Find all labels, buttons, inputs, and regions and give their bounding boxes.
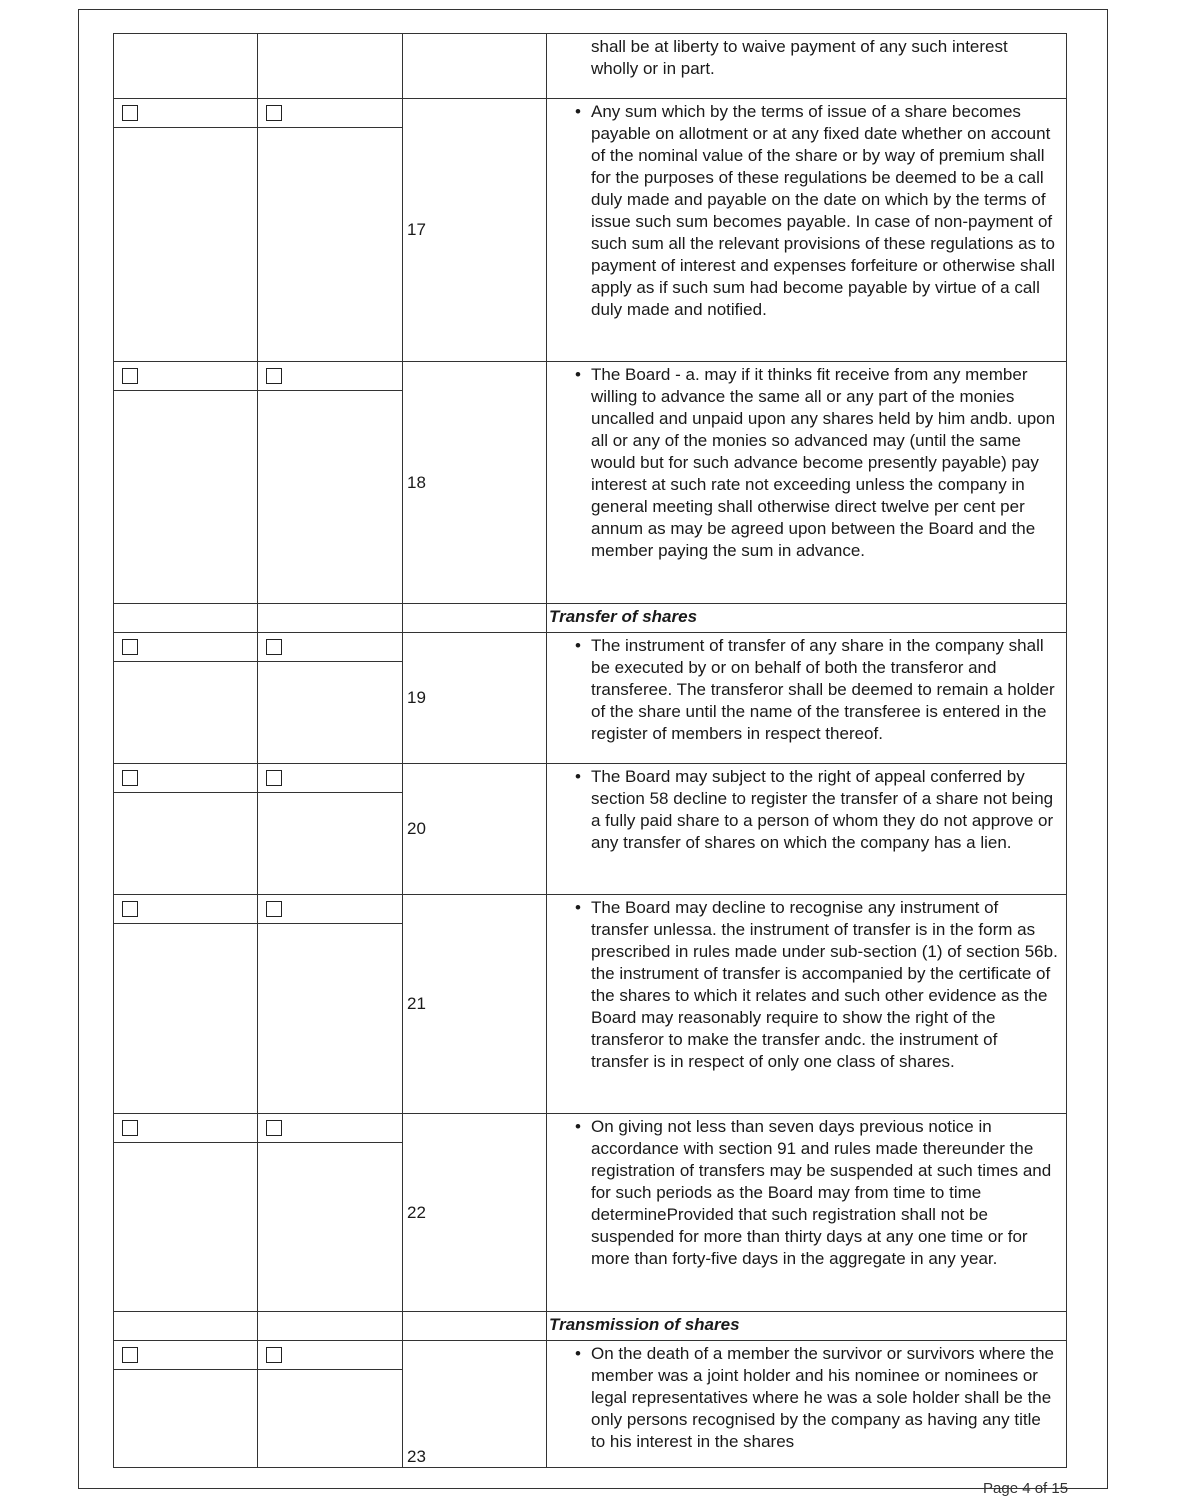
regulation-number: 23	[403, 1341, 547, 1468]
regulation-number: 21	[403, 895, 547, 1114]
bullet-icon: •	[575, 767, 581, 786]
regulation-number: 17	[403, 99, 547, 362]
bullet-icon: •	[575, 102, 581, 121]
table-row	[114, 1114, 1067, 1312]
regulation-text: On the death of a member the survivor or survivors where the member was a joint holder and his nominee or nominees or legal representatives where he was a sole holder shall be the only persons recognised by the company as having any title to his interest in the shares	[591, 1344, 1054, 1451]
checkbox[interactable]	[122, 105, 138, 121]
bullet-icon: •	[575, 1117, 581, 1136]
section-heading: Transmission of shares	[547, 1312, 1067, 1341]
section-heading-row	[114, 604, 1067, 633]
regulation-number: 19	[403, 633, 547, 764]
section-heading-row	[114, 1312, 1067, 1341]
regulation-text: The Board - a. may if it thinks fit receive from any member willing to advance the same all or any part of the monies uncalled and unpaid upon any shares held by him andb. upon all or any of the monies so advanced may (until the same would but for such advance become presently payable) pay interest at such rate not exceeding unless the company in general meeting shall otherwise direct twelve per cent per annum as may be agreed upon between the Board and the member paying the sum in advance.	[591, 365, 1056, 560]
table-row	[114, 895, 1067, 1114]
checkbox[interactable]	[266, 639, 282, 655]
table-row	[114, 99, 1067, 362]
checkbox[interactable]	[266, 368, 282, 384]
checkbox[interactable]	[122, 901, 138, 917]
regulation-text: On giving not less than seven days previous notice in accordance with section 91 and rules made thereunder the registration of transfers may be suspended at such times and for such periods as the Board may from time to time determineProvided that such registration shall not be suspended for more than thirty days at any one time or for more than forty-five days in the aggregate in any year.	[591, 1117, 1052, 1268]
checkbox[interactable]	[266, 1120, 282, 1136]
regulation-number: 20	[403, 764, 547, 895]
checkbox[interactable]	[266, 901, 282, 917]
checkbox[interactable]	[122, 368, 138, 384]
regulation-text: The instrument of transfer of any share in the company shall be executed by or on behalf of both the transferor and transferee. The transferor shall be deemed to remain a holder of the share until the name of the transferee is entered in the register of members in respect thereof.	[591, 636, 1055, 743]
page-number: Page 4 of 15	[983, 1480, 1069, 1497]
bullet-icon: •	[575, 898, 581, 917]
section-heading: Transfer of shares	[547, 604, 1067, 633]
checkbox[interactable]	[122, 770, 138, 786]
table-row	[114, 362, 1067, 604]
checkbox[interactable]	[122, 639, 138, 655]
checkbox[interactable]	[266, 1347, 282, 1363]
checkbox[interactable]	[266, 770, 282, 786]
continuation-text: shall be at liberty to waive payment of any such interest wholly or in part.	[591, 37, 1008, 78]
regulation-text: The Board may decline to recognise any instrument of transfer unlessa. the instrument of transfer is in the form as prescribed in rules made under sub-section (1) of section 56b. the instrument of transfer is accompanied by the certificate of the shares to which it relates and such other evidence as the Board may reasonably require to show the right of the transferor to make the transfer andc. the instrument of transfer is in respect of only one class of shares.	[591, 898, 1058, 1071]
table-row	[114, 1341, 1067, 1468]
checkbox[interactable]	[266, 105, 282, 121]
table-row	[114, 633, 1067, 764]
checkbox[interactable]	[122, 1347, 138, 1363]
checkbox[interactable]	[122, 1120, 138, 1136]
regulation-text: Any sum which by the terms of issue of a share becomes payable on allotment or at any fixed date whether on account of the nominal value of the share or by way of premium shall for the purposes of these regulations be deemed to be a call duly made and payable on the date on which by the terms of issue such sum becomes payable. In case of non-payment of such sum all the relevant provisions of these regulations as to payment of interest and expenses forfeiture or otherwise shall apply as if such sum had become payable by virtue of a call duly made and notified.	[591, 102, 1055, 319]
regulation-number: 22	[403, 1114, 547, 1312]
bullet-icon: •	[575, 636, 581, 655]
bullet-icon: •	[575, 1344, 581, 1363]
table-row	[114, 34, 1067, 99]
bullet-icon: •	[575, 365, 581, 384]
table-row	[114, 764, 1067, 895]
regulation-text: The Board may subject to the right of appeal conferred by section 58 decline to register the transfer of a share not being a fully paid share to a person of whom they do not approve or any transfer of shares on which the company has a lien.	[591, 767, 1054, 852]
regulations-table	[113, 33, 1067, 1468]
regulation-number: 18	[403, 362, 547, 604]
